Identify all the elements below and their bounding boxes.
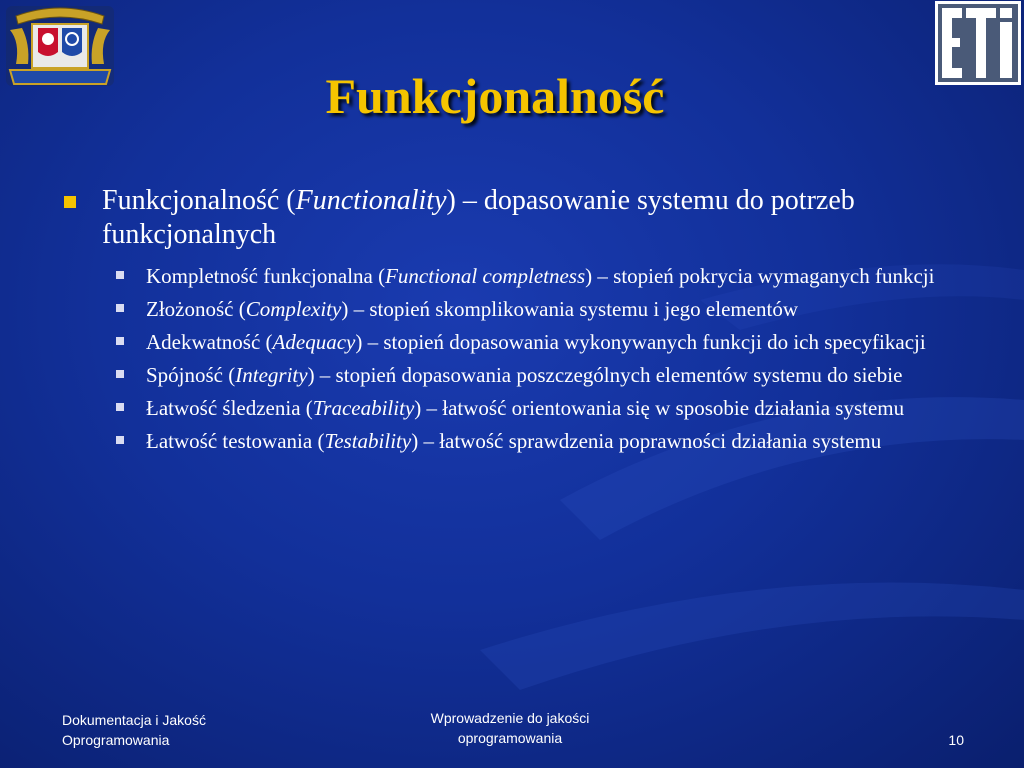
footer-course-name [62, 710, 322, 750]
sub-bullet-italic-term: Complexity [245, 297, 342, 321]
sub-bullet-text-rest: ) – łatwość orientowania się w sposobie działania systemu [414, 396, 905, 420]
square-bullet-icon [116, 304, 124, 312]
page-number: 10 [948, 732, 964, 748]
main-bullet-text-rest: ) – dopasowanie systemu do potrzeb funkcjonalnych [102, 185, 855, 250]
sub-bullet-item [102, 262, 980, 290]
footer-center-line2: oprogramowania [457, 730, 563, 746]
square-bullet-icon [64, 196, 76, 208]
sub-bullet-item [102, 427, 980, 455]
footer-center-line1: Wprowadzenie do jakości [430, 710, 590, 726]
sub-bullet-text-rest: ) – łatwość sprawdzenia poprawności działania systemu [411, 429, 882, 453]
sub-bullet-italic-term: Adequacy [272, 330, 356, 354]
square-bullet-icon [116, 370, 124, 378]
square-bullet-icon [116, 271, 124, 279]
sub-bullet-text: Łatwość śledzenia ( [146, 396, 313, 420]
sub-bullet-text-rest: ) – stopień skomplikowania systemu i jego elementów [341, 297, 799, 321]
sub-bullet-italic-term: Integrity [235, 363, 308, 387]
square-bullet-icon [116, 403, 124, 411]
sub-bullet-text: Łatwość testowania ( [146, 429, 325, 453]
sub-bullet-italic-term: Functional completness [385, 264, 586, 288]
sub-bullet-italic-term: Testability [324, 429, 412, 453]
slide-title: Funkcjonalność [325, 68, 665, 124]
sub-bullet-text-rest: ) – stopień dopasowania poszczególnych elementów systemu do siebie [307, 363, 903, 387]
footer-lecture-title [380, 708, 640, 748]
sub-bullet-text-rest: ) – stopień pokrycia wymaganych funkcji [585, 264, 935, 288]
main-bullet-text: Funkcjonalność ( [102, 185, 296, 216]
sub-bullet-item [102, 328, 980, 356]
footer-left-line1: Dokumentacja i Jakość [62, 712, 206, 728]
sub-bullet-item [102, 295, 980, 323]
sub-bullet-item [102, 394, 980, 422]
main-bullet-item [60, 184, 980, 252]
footer-left-line2: Oprogramowania [62, 732, 170, 748]
main-bullet-italic-term: Functionality [295, 185, 447, 216]
slide-content [60, 184, 980, 460]
sub-bullet-text-rest: ) – stopień dopasowania wykonywanych funkcji do ich specyfikacji [355, 330, 926, 354]
sub-bullet-item [102, 361, 980, 389]
square-bullet-icon [116, 337, 124, 345]
sub-bullet-text: Złożoność ( [146, 297, 246, 321]
sub-bullet-italic-term: Traceability [312, 396, 415, 420]
sub-bullet-text: Kompletność funkcjonalna ( [146, 264, 386, 288]
sub-bullet-text: Adekwatność ( [146, 330, 273, 354]
square-bullet-icon [116, 436, 124, 444]
sub-bullet-text: Spójność ( [146, 363, 236, 387]
